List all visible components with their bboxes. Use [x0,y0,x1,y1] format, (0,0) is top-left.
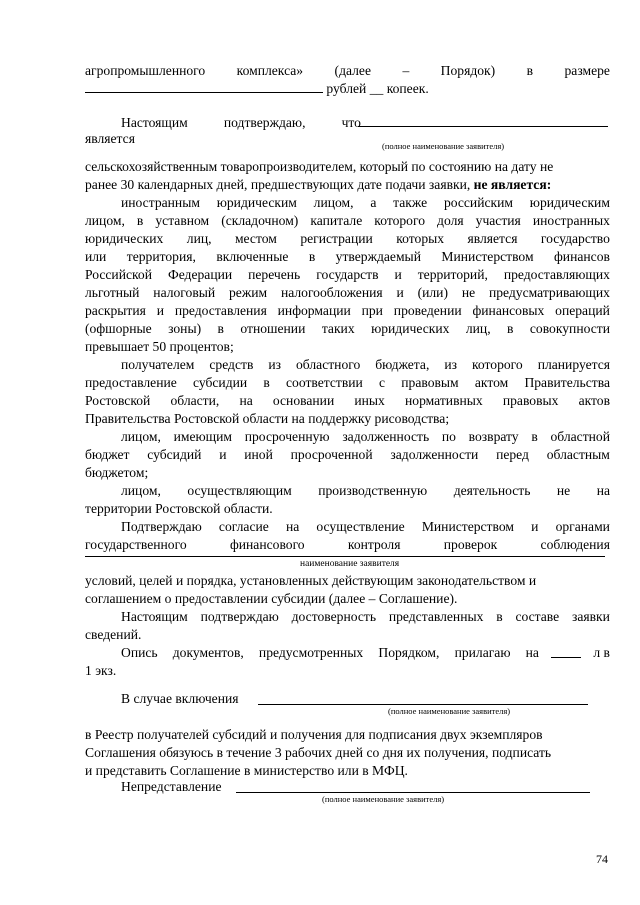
word: перечень [248,267,301,282]
word: лицом, [85,213,125,228]
applicant-name-blank [236,792,590,793]
word: информации [277,303,351,318]
word: осуществление [316,519,405,534]
word: Министерством [421,519,514,534]
text-line [121,518,610,535]
word: областного [296,357,361,372]
word: проверок [443,537,498,552]
word: лицом, [121,483,161,498]
copies-blank [551,644,581,658]
text-line [121,644,610,661]
word: иных [354,393,385,408]
word: государство [540,231,610,246]
word: агропромышленного [85,63,206,78]
text-line [85,392,610,409]
word: предусматривающих [488,285,610,300]
word: режим [229,285,268,300]
word: Подтверждаю [121,519,202,534]
word: которого [374,213,425,228]
word: подтверждаю [200,609,279,624]
text-line: соглашением о предоставлении субсидии (далее – Соглашение). [85,591,458,606]
word: достоверность [291,609,377,624]
word: органами [555,519,610,534]
word: в [263,375,270,390]
word: операций [555,303,610,318]
word: в [526,63,534,78]
word: и [396,285,404,300]
word: комплекса» [236,63,304,78]
word: при [361,303,383,318]
word: в [531,429,538,444]
word: осуществляющим [187,483,292,498]
word: правовым [401,375,459,390]
word: утверждаемый [335,249,421,264]
word: просроченной [290,447,373,462]
word: основании [272,393,335,408]
word: доля [437,213,464,228]
word: актов [578,393,610,408]
word: территорий, [417,267,488,282]
word: Российской [85,267,152,282]
word: финансовых [472,303,545,318]
word: регистрации [300,231,373,246]
text-line: территории Ростовской области. [85,501,273,516]
word: капитале [310,213,363,228]
word: совокупности [529,321,610,336]
text-line [121,114,361,131]
text-line [121,428,610,445]
word: предоставляющих [503,267,610,282]
word: местом [234,231,277,246]
word: налогообложения [280,285,383,300]
word: на [239,393,253,408]
word: с [379,375,386,390]
text-fragment: условий, целей и порядка, установленных действующим законодательством и [85,573,537,588]
word: соблюдения [540,537,610,552]
word: юридическим [529,195,610,210]
word: представленных [388,609,484,624]
word: иностранным [121,195,200,210]
page-number: 74 [596,852,608,866]
word: отношении [240,321,306,336]
text-line [85,230,610,247]
word: налоговый [153,285,216,300]
word: предоставления [174,303,267,318]
text-line [85,572,610,589]
text-line [85,212,610,229]
word: юридических [85,231,164,246]
word: которых [396,231,445,246]
text-fragment: рублей __ копеек. [323,81,429,96]
word: уставном [155,213,210,228]
word: и [156,303,164,318]
word: юридических [371,321,450,336]
text-line [85,374,610,391]
text-fragment: Соглашения обязуюсь в течение 3 рабочих дней со дня их получения, подписать [85,745,552,760]
word: раскрытия [85,303,146,318]
word: Федерации [167,267,233,282]
word: имеющим [173,429,233,444]
applicant-name-blank [358,126,608,127]
word: на [596,483,610,498]
word: по [441,429,456,444]
word: Порядком, [378,645,440,660]
word: лиц, [465,321,491,336]
text-fragment: л в [593,645,610,660]
text-line: является [85,131,135,146]
word: размере [564,63,610,78]
word: в [507,321,514,336]
text-line [85,266,610,283]
word: предусмотренных [258,645,364,660]
word: Настоящим [121,609,188,624]
field-caption: (полное наименование заявителя) [388,706,511,716]
applicant-name-blank [85,556,605,557]
word: государств [316,267,379,282]
text-line [85,176,610,193]
word: не [461,285,476,300]
word: зоны) [168,321,202,336]
text-fragment: В случае включения [121,691,239,706]
word: контроля [347,537,401,552]
text-line: бюджетом; [85,465,149,480]
word: подтверждаю, [223,115,306,130]
word: лицом, [121,429,161,444]
text-line [85,320,610,337]
text-line [121,482,610,499]
text-fragment: сельскохозяйственным товаропроизводителем, который по состоянию на дату не [85,159,554,174]
text-fragment: ранее 30 календарных дней, предшествующих дате подачи заявки, [85,177,474,192]
text-line [85,726,610,743]
word: получателем [121,357,195,372]
word: включенные [216,249,289,264]
word: и [531,519,539,534]
applicant-name-blank [258,704,588,705]
text-line [85,284,610,301]
text-fragment [121,114,361,131]
text-fragment [121,644,539,661]
word: областным [546,447,610,462]
word: перед [496,447,529,462]
word: актом [474,375,509,390]
word: просроченную [244,429,330,444]
text-line [85,248,610,265]
word: из [268,357,282,372]
word: является [467,231,518,246]
word: Правительства [524,375,610,390]
word: льготный [85,285,140,300]
word: иностранных [532,213,610,228]
field-caption: (полное наименование заявителя) [382,141,505,151]
word: составе [515,609,560,624]
text-line [121,608,610,625]
word: в [308,249,316,264]
word: предоставление [85,375,177,390]
word: и [219,447,227,462]
word: в [217,321,224,336]
text-line: Правительства Ростовской области на поддержку рисоводства; [85,411,450,426]
word: (офшорные [85,321,152,336]
text-fragment: в Реестр получателей субсидий и получения для подписания двух экземпляров [85,727,543,742]
word: Порядок) [440,63,496,78]
word: областной [550,429,610,444]
word: производственную [318,483,428,498]
word: деятельность [453,483,531,498]
word: финансового [229,537,305,552]
word: проведении [393,303,462,318]
amount-blank [85,80,323,93]
word: документов, [172,645,244,660]
word: прилагаю [454,645,511,660]
word: (далее [334,63,371,78]
word: российским [443,195,514,210]
field-caption: наименование заявителя [300,559,400,569]
word: согласие [218,519,269,534]
word: правовых [502,393,559,408]
text-line: сведений. [85,627,142,642]
word: бюджет [85,447,130,462]
text-line [121,356,610,373]
word: что [341,115,361,130]
text-line: и представить Соглашение в министерство или в МФЦ. [85,763,408,778]
word: финансов [554,249,610,264]
word: в [136,213,144,228]
word: также [393,195,428,210]
word: задолженность [342,429,430,444]
word: лиц, [186,231,212,246]
word: Опись [121,645,158,660]
text-line: 1 экз. [85,663,117,678]
word: субсидии [193,375,248,390]
word: заявки [571,609,610,624]
text-fragment: Непредставление [121,779,222,794]
word: области, [170,393,220,408]
text-line: превышает 50 процентов; [85,339,234,354]
word: возврату [468,429,519,444]
text-fragment: не является: [473,177,552,192]
text-line [85,62,610,79]
word: Министерством [441,249,534,264]
text-line [121,194,610,211]
word: (складочном) [221,213,299,228]
word: которого [471,357,523,372]
word: из [444,357,457,372]
field-caption: (полное наименование заявителя) [322,794,445,804]
word: на [525,645,539,660]
word: территория, [126,249,196,264]
word: задолженности [390,447,479,462]
word: средств [209,357,254,372]
word: иной [244,447,273,462]
word: участия [475,213,521,228]
word: а [370,195,377,210]
word: или [85,249,107,264]
word: юридическим [216,195,297,210]
word: Настоящим [121,115,188,130]
word: (или) [417,285,448,300]
word: нормативных [405,393,483,408]
word: государственного [85,537,187,552]
word: – [402,63,410,78]
text-line [85,536,610,553]
text-line [85,158,610,175]
word: Ростовской [85,393,151,408]
word: планируется [537,357,610,372]
word: бюджета, [375,357,430,372]
word: в [496,609,503,624]
text-line [85,80,610,97]
text-line [85,446,610,463]
word: таких [321,321,355,336]
word: субсидий [147,447,202,462]
word: на [285,519,300,534]
word: и [394,267,402,282]
text-line [85,302,610,319]
word: соответствии [286,375,363,390]
word: не [556,483,571,498]
text-line [85,744,610,761]
word: лицом, [313,195,354,210]
